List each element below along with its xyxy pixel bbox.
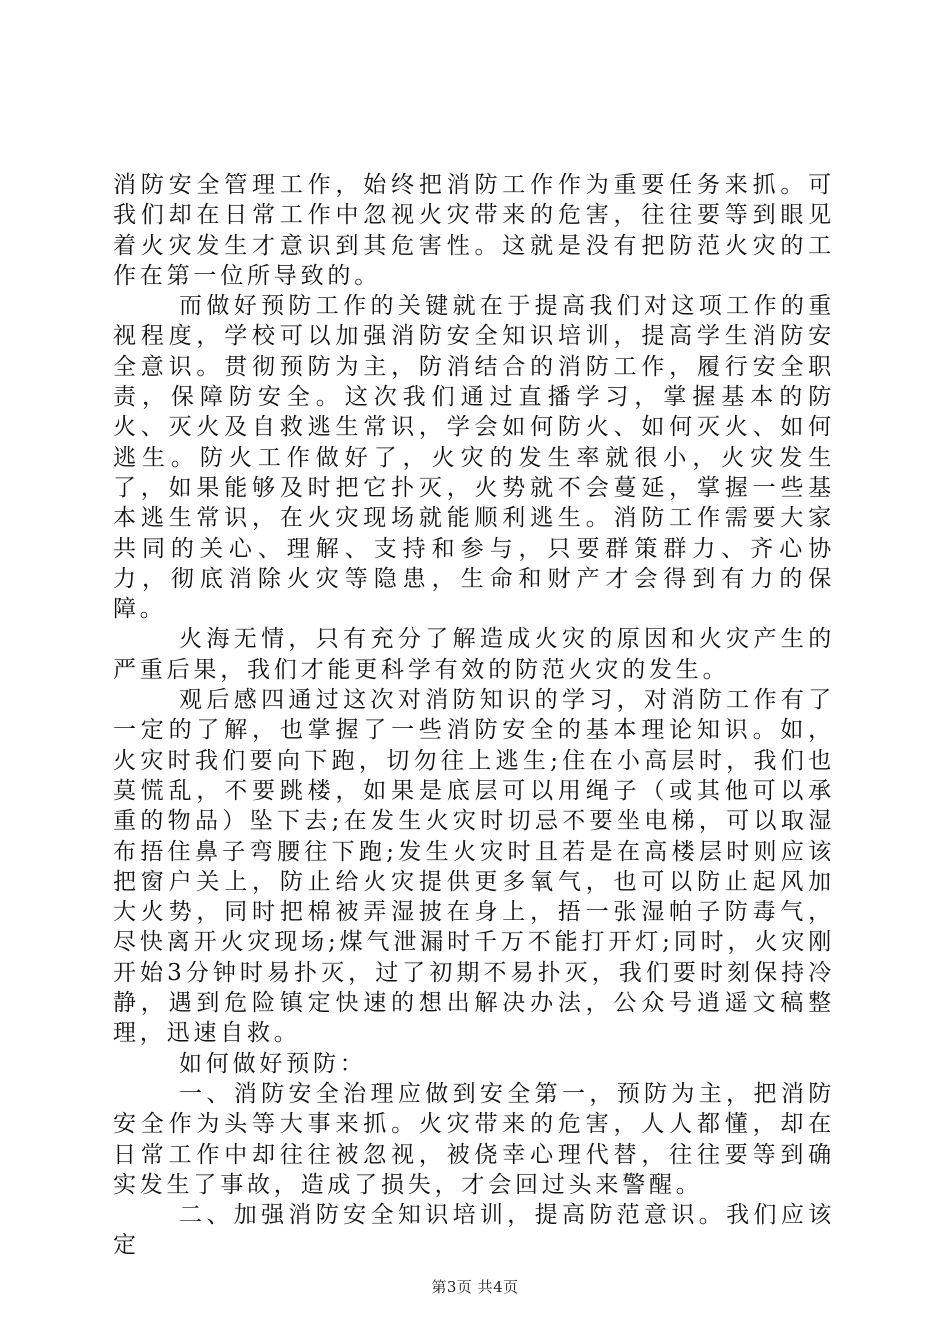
paragraph-5: 如何做好预防：: [179, 1050, 367, 1077]
paragraph-7: 二、加强消防安全知识培训，提高防范意识。我们应该定: [113, 1202, 835, 1259]
document-body: [113, 170, 835, 1261]
paragraph-2: 而做好预防工作的关键就在于提高我们对这项工作的重视程度，学校可以加强消防安全知识培训，提高学生消防安全意识。贯彻预防为主，防消结合的消防工作，履行安全职责，保障防安全。这次我们通过直播学习，掌握基本的防火、灭火及自救逃生常识，学会如何防火、如何灭火、如何逃生。防火工作做好了，火灾的发生率就很小，火灾发生了，如果能够及时把它扑灭，火势就不会蔓延，掌握一些基本逃生常识，在火灾现场就能顺利逃生。消防工作需要大家共同的关心、理解、支持和参与，只要群策群力、齐心协力，彻底消除火灾等隐患，生命和财产才会得到有力的保障。: [113, 293, 835, 623]
paragraph-6: 一、消防安全治理应做到安全第一，预防为主，把消防安全作为头等大事来抓。火灾带来的危害，人人都懂，却在日常工作中却往往被忽视，被侥幸心理代替，往往要等到确实发生了事故，造成了损失，才会回过头来警醒。: [113, 1080, 835, 1198]
paragraph-4: 观后感四通过这次对消防知识的学习，对消防工作有了一定的了解，也掌握了一些消防安全的基本理论知识。如，火灾时我们要向下跑，切勿往上逃生;住在小高层时，我们也莫慌乱，不要跳楼，如果是底层可以用绳子（或其他可以承重的物品）坠下去;在发生火灾时切忌不要坐电梯，可以取湿布捂住鼻子弯腰往下跑;发生火灾时且若是在高楼层时则应该把窗户关上，防止给火灾提供更多氧气，也可以防止起风加大火势，同时把棉被弄湿披在身上，捂一张湿帕子防毒气，尽快离开火灾现场;煤气泄漏时千万不能打开灯;同时，火灾刚开始3分钟时易扑灭，过了初期不易扑灭，我们要时刻保持冷静，遇到危险镇定快速的想出解决办法，公众号逍遥文稿整理，迅速自救。: [113, 687, 835, 1047]
page-footer: 第3页 共4页: [431, 1278, 519, 1296]
paragraph-3: 火海无情，只有充分了解造成火灾的原因和火灾产生的严重后果，我们才能更科学有效的防范火灾的发生。: [113, 626, 835, 683]
paragraph-1: 消防安全管理工作，始终把消防工作作为重要任务来抓。可我们却在日常工作中忽视火灾带来的危害，往往要等到眼见着火灾发生才意识到其危害性。这就是没有把防范火灾的工作在第一位所导致的。: [113, 172, 835, 289]
